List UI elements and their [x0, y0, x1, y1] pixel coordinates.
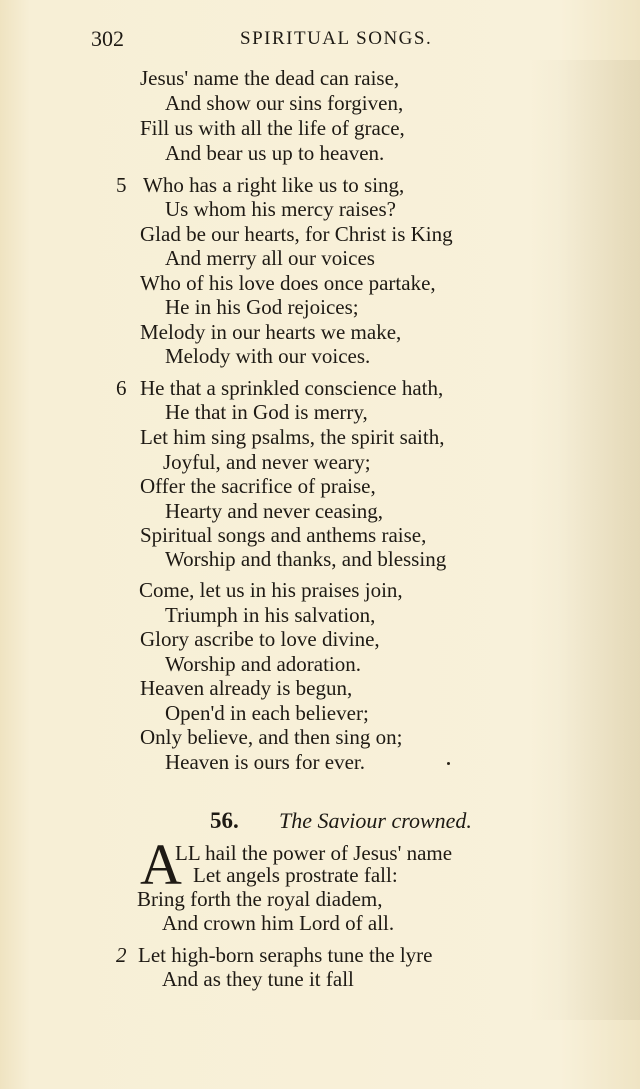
stanza-number: 5 [116, 173, 127, 197]
running-head: SPIRITUAL SONGS. [240, 28, 433, 49]
hymn-title: The Saviour crowned. [279, 808, 472, 833]
stanza-number: 6 [116, 376, 127, 400]
stanza-number: 2 [116, 943, 127, 967]
hymn-number: 56. [210, 808, 239, 833]
ink-speck [447, 762, 450, 765]
page-number: 302 [91, 26, 124, 51]
show-through-shadow [530, 60, 640, 1020]
page-header [0, 26, 640, 56]
drop-cap: A [140, 832, 182, 897]
book-page: 302 SPIRITUAL SONGS. Jesus' name the dead can raise, And show our sins forgiven, Fill us with all the life of grace, And bear us up to heaven. 5 Who has a right like us to sing, Us whom his mercy raises? Glad be our hearts, for Christ is King And merry all our voices Who of his love does once partake, He in his God rejoices; Melody in our hearts we make, Melody with our voices. 6 He that a sprinkled conscience hath, He that in God is merry, Let him sing psalms, the spirit saith, Joyful, and never weary; Offer the sacrifice of praise, Hearty and never ceasing, Spiritual songs and anthems raise, Worship and thanks, and blessing Come, let us in his praises join, Triumph in his salvation, Glory ascribe to love divine, Worship and adoration. Heaven already is begun, Open'd in each believer; Only believe, and then sing on; Heaven is ours for ever. 56. The Saviour crowned. A LL hail the power of Jesus' name Let angels prostrate fall: Bring forth the royal diadem, And crown him Lord of all. 2 Let high-born seraphs tune the lyre And as they tune it fall [0, 0, 640, 1089]
